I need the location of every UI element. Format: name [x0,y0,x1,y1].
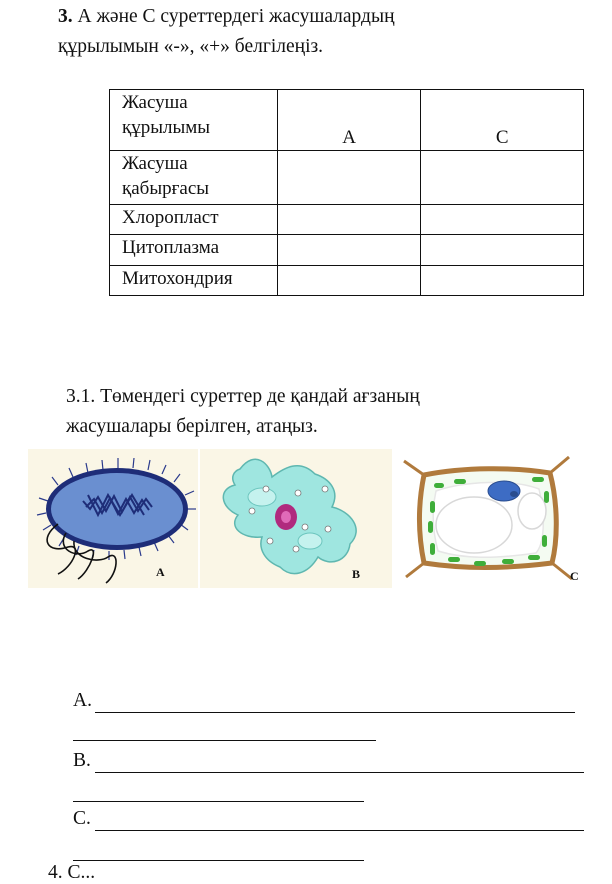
answer-cell-a[interactable] [277,235,421,266]
question-3-1-line2: жасушалары берілген, атаңыз. [66,416,318,437]
col-a-label: А [342,127,357,148]
question-3-text [58,2,578,62]
answer-a [73,690,92,712]
answer-cell-c[interactable] [421,205,584,235]
figure-b-amoeba [200,449,392,588]
figure-c-plant-cell [394,449,583,588]
row-label: Хлоропласт [110,205,278,235]
table-header-row [110,90,584,151]
header-line1: Жасуша [122,92,188,113]
answer-cell-c[interactable] [421,266,584,296]
figure-label-c: C [570,569,579,583]
figure-label-b: B [352,567,361,581]
question-3-line1: А және С суреттердегі жасушалардың [72,6,395,27]
table-row [110,266,584,296]
answer-cell-a[interactable] [277,266,421,296]
answer-cell-a[interactable] [277,151,421,205]
answer-cell-c[interactable] [421,151,584,205]
cell-pictures [28,449,583,588]
question-3-1-text [66,382,586,442]
row-label: Цитоплазма [110,235,278,266]
row-label-line1: Жасуша [122,153,188,174]
answer-c [73,808,91,830]
row-label [110,151,278,205]
answer-cell-a[interactable] [277,205,421,235]
answer-cell-c[interactable] [421,235,584,266]
answer-b-label: B. [73,750,91,771]
answer-c-line-continued[interactable] [73,860,364,861]
col-c-label: С [495,127,509,148]
table-row [110,205,584,235]
next-question-cut-text: 4. С... [48,862,96,883]
row-label: Митохондрия [110,266,278,296]
header-col-c [421,90,584,151]
cell-structure-table [109,89,584,296]
answer-b-line[interactable] [95,772,584,773]
question-3-1-line1: 3.1. Төмендегі суреттер де қандай ағзаның [66,386,420,407]
header-line2: құрылымы [122,117,211,138]
row-label-line2: қабырғасы [122,178,210,199]
answer-a-label: A. [73,690,92,711]
answer-a-line-continued[interactable] [73,740,376,741]
answer-b-line-continued[interactable] [73,801,364,802]
answer-a-line[interactable] [95,712,575,713]
answer-c-label: C. [73,808,91,829]
header-col-a [277,90,421,151]
answer-c-line[interactable] [95,830,584,831]
header-structure [110,90,278,151]
question-3-number: 3. [58,6,73,27]
figure-a-bacterium [28,449,198,588]
answer-b [73,750,91,772]
table-row [110,151,584,205]
figure-label-a: A [156,565,165,579]
question-3-line2: құрылымын «-», «+» белгілеңіз. [58,36,324,57]
table-row [110,235,584,266]
